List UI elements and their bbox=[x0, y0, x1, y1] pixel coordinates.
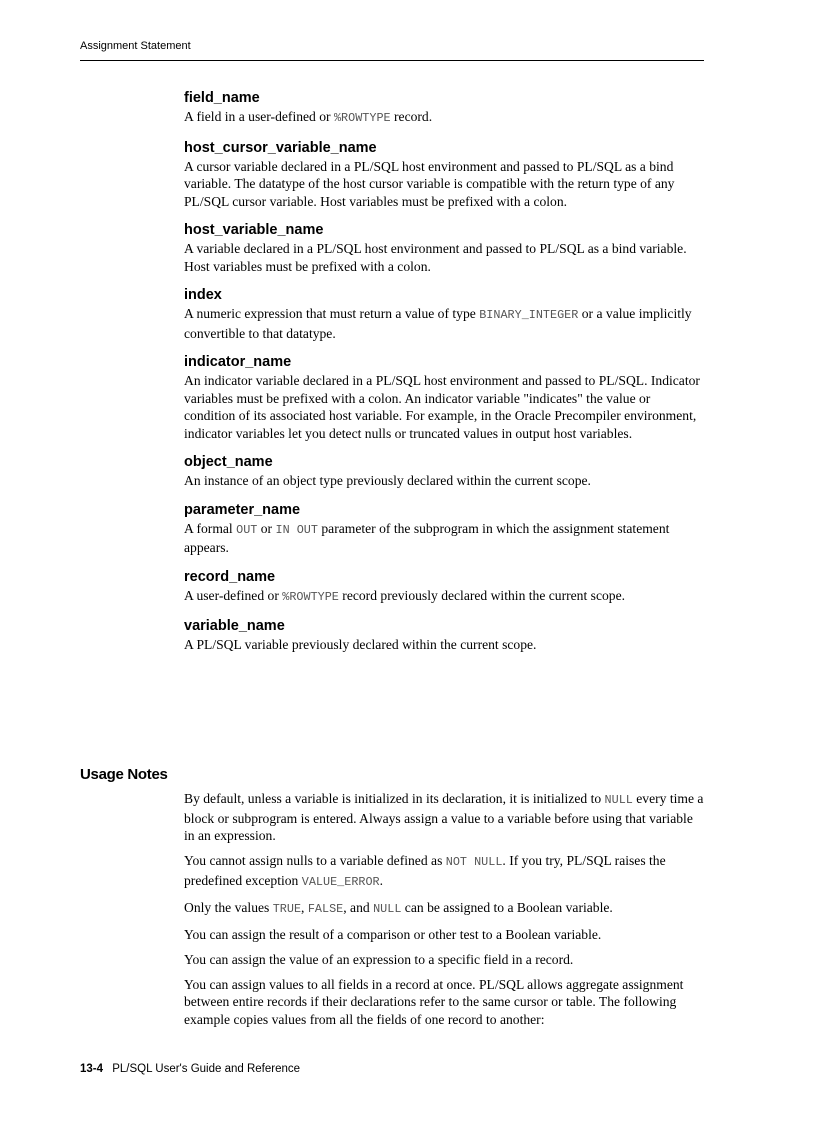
term-object-name: object_name bbox=[184, 454, 273, 470]
term-description: A cursor variable declared in a PL/SQL host environment and passed to PL/SQL as a bind variable. The datatype of the host cursor variable is compatible with the return type of any PL/SQL cursor variable. Host variables must be prefixed with a colon. bbox=[184, 158, 675, 209]
parameter-definitions bbox=[184, 89, 704, 665]
usage-notes-body bbox=[184, 790, 704, 1036]
term-host-cursor-variable-name: host_cursor_variable_name bbox=[184, 139, 377, 156]
term-index: index bbox=[184, 287, 222, 303]
inline-code: BINARY_INTEGER bbox=[479, 308, 579, 322]
inline-code: NOT NULL bbox=[445, 855, 503, 869]
inline-code: NULL bbox=[604, 793, 633, 807]
usage-note-paragraph: You can assign the result of a comparison or other test to a Boolean variable. bbox=[184, 926, 602, 942]
usage-note-paragraph: By default, unless a variable is initialized in its declaration, it is initialized to NULL every time a block or subprogram is entered. Always assign a value to a variable before using that variable in an expression. bbox=[184, 791, 704, 843]
term-description: A user-defined or %ROWTYPE record previously declared within the current scope. bbox=[184, 587, 626, 604]
inline-code: IN OUT bbox=[275, 522, 318, 537]
term-field-name: field_name bbox=[184, 90, 260, 106]
term-description: An instance of an object type previously declared within the current scope. bbox=[184, 473, 591, 488]
usage-note-paragraph: You can assign the value of an expression to a specific field in a record. bbox=[184, 951, 574, 967]
term-description: A variable declared in a PL/SQL host environment and passed to PL/SQL as a bind variable. Host variables must be prefixed with a colon. bbox=[184, 241, 687, 274]
term-description: A field in a user-defined or %ROWTYPE record. bbox=[184, 109, 433, 125]
term-description: A PL/SQL variable previously declared within the current scope. bbox=[184, 637, 537, 652]
inline-code: VALUE_ERROR bbox=[301, 874, 380, 889]
term-description: An indicator variable declared in a PL/SQL host environment and passed to PL/SQL. Indicator variables must be prefixed with a colon. An indicator variable "indicates" the value or condition of its associated host variable. For example, in the Oracle Precompiler environment, indicator variables let you detect nulls or truncated values in output host variables. bbox=[184, 373, 700, 441]
header-title: Assignment Statement bbox=[80, 40, 191, 52]
inline-code: NULL bbox=[373, 901, 402, 916]
term-variable-name: variable_name bbox=[184, 618, 285, 634]
inline-code: %ROWTYPE bbox=[282, 589, 339, 604]
inline-code: TRUE bbox=[272, 901, 302, 916]
term-record-name: record_name bbox=[184, 568, 276, 585]
footer-page-number: 13-4 bbox=[80, 1063, 104, 1075]
term-description: A numeric expression that must return a value of type BINARY_INTEGER or a value implicitly convertible to that datatype. bbox=[184, 306, 692, 341]
footer-book-title: PL/SQL User's Guide and Reference bbox=[112, 1063, 301, 1075]
inline-code: FALSE bbox=[307, 901, 344, 916]
term-parameter-name: parameter_name bbox=[184, 501, 301, 518]
usage-note-paragraph: You cannot assign nulls to a variable defined as NOT NULL. If you try, PL/SQL raises the predefined exception VALUE_ERROR. bbox=[184, 853, 666, 889]
term-description: A formal OUT or IN OUT parameter of the subprogram in which the assignment statement appears. bbox=[184, 520, 670, 555]
page-footer bbox=[80, 1062, 300, 1076]
inline-code: OUT bbox=[236, 522, 258, 537]
term-indicator-name: indicator_name bbox=[184, 354, 292, 370]
header-divider bbox=[80, 60, 704, 61]
usage-note-paragraph: You can assign values to all fields in a record at once. PL/SQL allows aggregate assignment between entire records if their declarations refer to the same cursor or table. The following example copies values from all the fields of one record to another: bbox=[184, 976, 684, 1027]
inline-code: %ROWTYPE bbox=[333, 111, 391, 125]
usage-note-paragraph: Only the values TRUE, FALSE, and NULL can be assigned to a Boolean variable. bbox=[184, 899, 613, 916]
usage-notes-heading: Usage Notes bbox=[80, 766, 168, 783]
term-host-variable-name: host_variable_name bbox=[184, 222, 324, 238]
